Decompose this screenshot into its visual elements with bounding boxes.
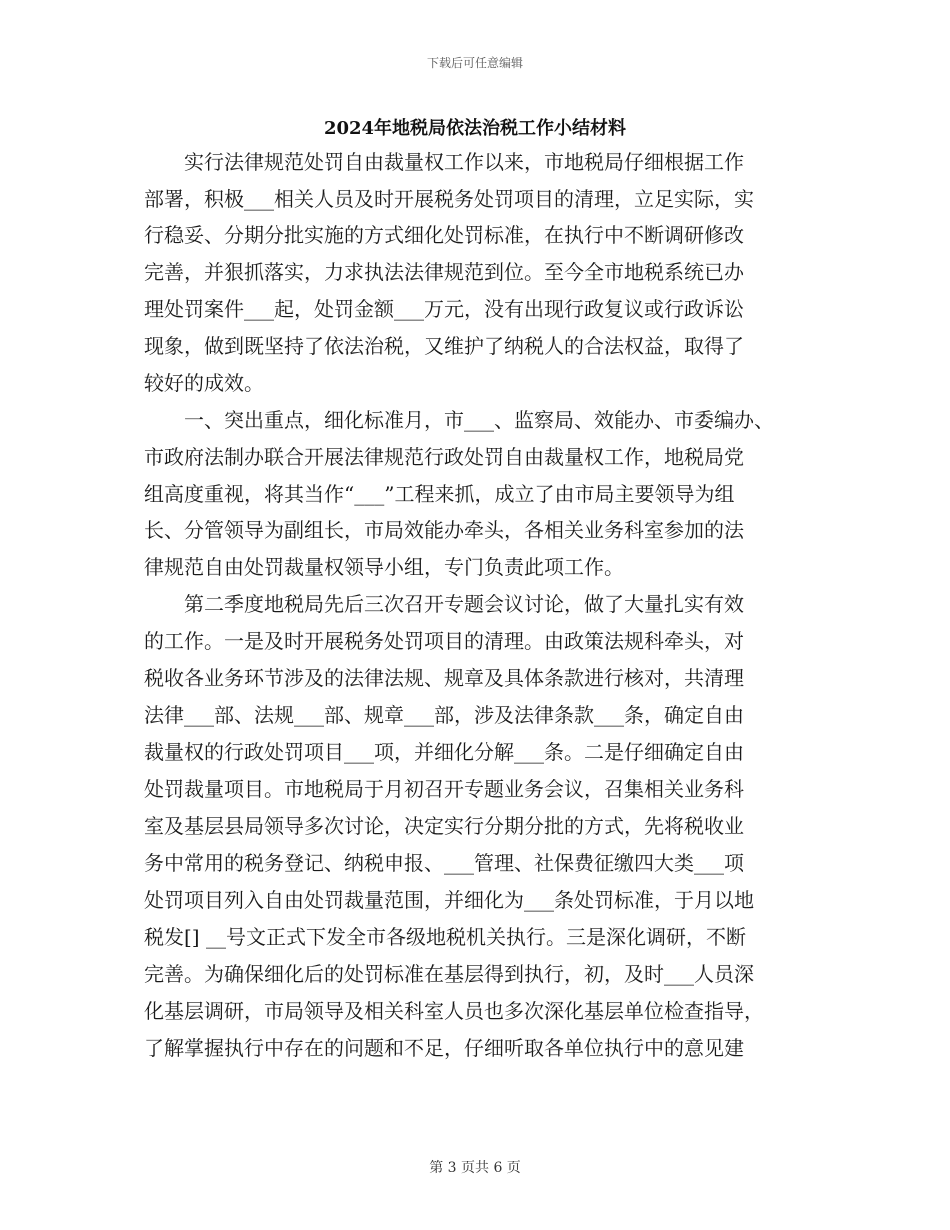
body-line: 法律___部、法规___部、规章___部，涉及法律条款___条，确定自由: [144, 703, 744, 727]
body-line: 市政府法制办联合开展法律规范行政处罚自由裁量权工作，地税局党: [144, 445, 744, 469]
body-line: 室及基层县局领导多次讨论，决定实行分期分批的方式，先将税收业: [144, 814, 744, 838]
body-line: 税发[] __号文正式下发全市各级地税机关执行。三是深化调研，不断: [144, 925, 746, 949]
body-line: 处罚项目列入自由处罚裁量范围，并细化为___条处罚标准，于月以地: [144, 888, 754, 912]
body-line: 组高度重视，将其当作“___”工程来抓，成立了由市局主要领导为组: [144, 482, 735, 506]
body-line: 长、分管领导为副组长，市局效能办牵头，各相关业务科室参加的法: [144, 518, 744, 542]
body-line: 的工作。一是及时开展税务处罚项目的清理。由政策法规科牵头，对: [144, 629, 744, 653]
body-line: 处罚裁量项目。市地税局于月初召开专题业务会议，召集相关业务科: [144, 777, 744, 801]
body-line: 实行法律规范处罚自由裁量权工作以来，市地税局仔细根据工作: [184, 150, 744, 174]
body-line: 律规范自由处罚裁量权领导小组，专门负责此项工作。: [144, 555, 624, 579]
body-line: 较好的成效。: [144, 371, 264, 395]
body-line: 税收各业务环节涉及的法律法规、规章及具体条款进行核对，共清理: [144, 666, 744, 690]
body-line: 务中常用的税务登记、纳税申报、___管理、社保费征缴四大类___项: [144, 851, 744, 875]
body-line: 裁量权的行政处罚项目___项，并细化分解___条。二是仔细确定自由: [144, 740, 744, 764]
page-footer-number: 第 3 页共 6 页: [429, 1160, 521, 1176]
body-line: 行稳妥、分期分批实施的方式细化处罚标准，在执行中不断调研修改: [144, 223, 744, 247]
page-header-note: 下载后可任意编辑: [426, 56, 523, 70]
body-line: 化基层调研，市局领导及相关科室人员也多次深化基层单位检查指导，: [144, 999, 764, 1023]
body-line: 了解掌握执行中存在的问题和不足，仔细听取各单位执行中的意见建: [144, 1036, 744, 1060]
body-line: 部署，积极___相关人员及时开展税务处罚项目的清理，立足实际，实: [144, 187, 754, 211]
body-line: 第二季度地税局先后三次召开专题会议讨论，做了大量扎实有效: [184, 592, 744, 616]
body-line: 完善，并狠抓落实，力求执法法律规范到位。至今全市地税系统已办: [144, 260, 744, 284]
body-line: 一、突出重点，细化标准月，市___、监察局、效能办、市委编办、: [184, 408, 774, 432]
document-title: 2024年地税局依法治税工作小结材料: [323, 118, 627, 139]
body-line: 完善。为确保细化后的处罚标准在基层得到执行，初，及时___人员深: [144, 962, 754, 986]
body-line: 现象，做到既坚持了依法治税，又维护了纳税人的合法权益，取得了: [144, 334, 744, 358]
body-line: 理处罚案件___起，处罚金额___万元，没有出现行政复议或行政诉讼: [144, 297, 744, 321]
